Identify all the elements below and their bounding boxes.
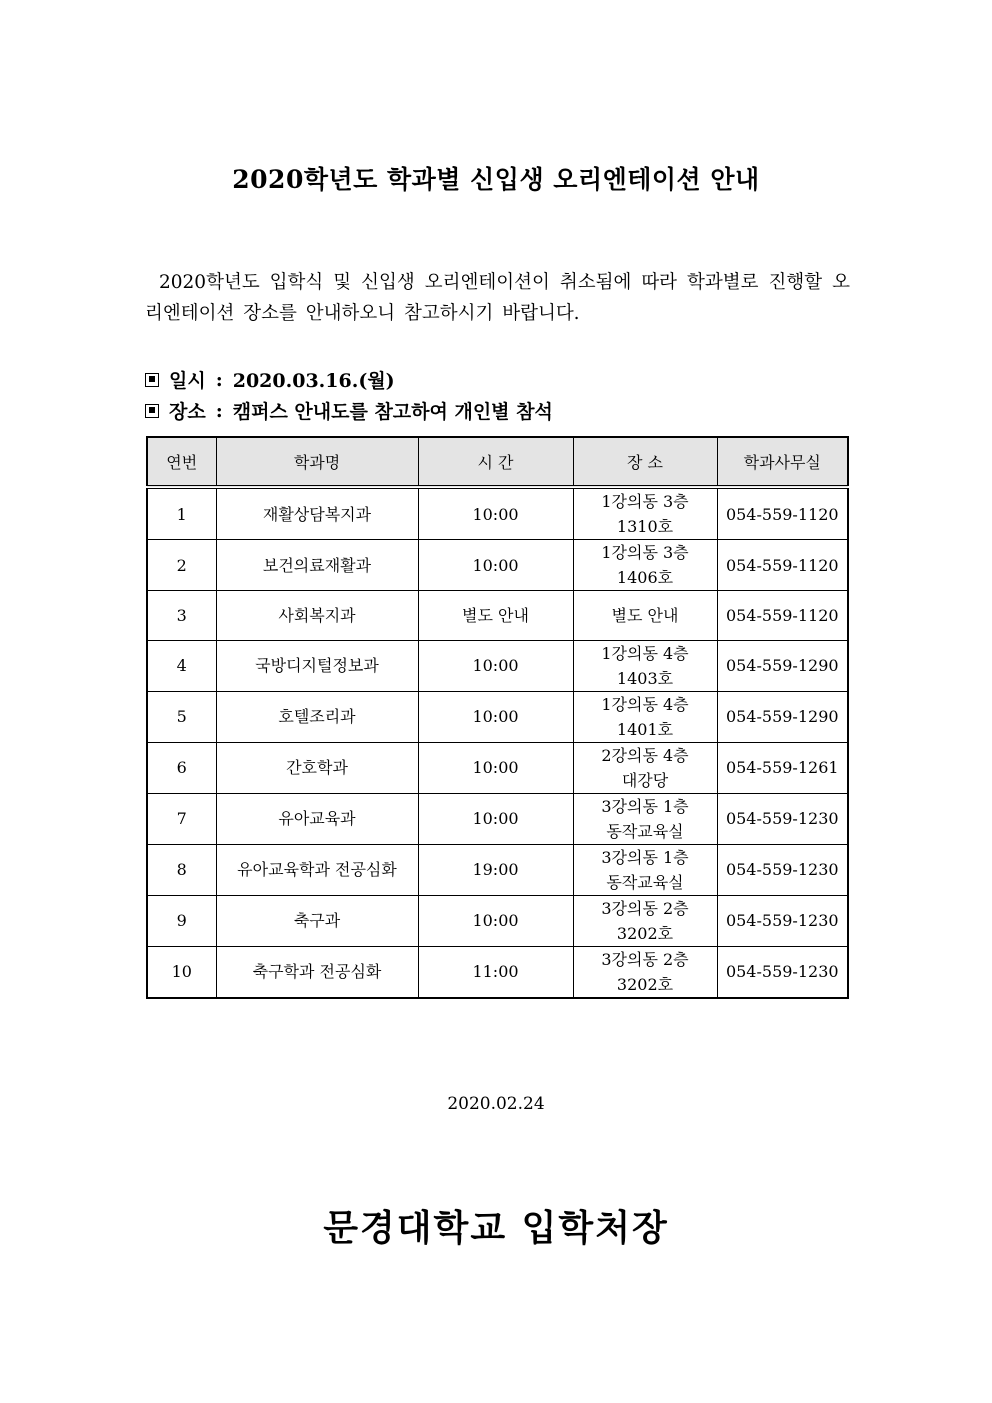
cell-time: 10:00 [418, 691, 573, 742]
cell-no: 8 [147, 844, 216, 895]
place-line-2: 3202호 [616, 974, 674, 994]
place-line-2: 대강당 [621, 770, 669, 790]
table-row [147, 742, 848, 793]
cell-dept: 축구학과 전공심화 [216, 946, 418, 998]
table-row [147, 844, 848, 895]
cell-dept: 축구과 [216, 895, 418, 946]
cell-time: 10:00 [418, 895, 573, 946]
cell-no: 5 [147, 691, 216, 742]
cell-place [573, 895, 717, 946]
cell-time: 10:00 [418, 742, 573, 793]
cell-dept: 사회복지과 [216, 591, 418, 641]
cell-no: 10 [147, 946, 216, 998]
cell-place [573, 540, 717, 591]
table-row [147, 540, 848, 591]
place-line-2: 동작교육실 [606, 872, 684, 892]
cell-place [573, 793, 717, 844]
table-row [147, 895, 848, 946]
table-header-row [147, 437, 848, 487]
cell-no: 3 [147, 591, 216, 641]
place-line-2: 1406호 [616, 568, 674, 587]
place-line-1: 1강의동 4층 [601, 694, 689, 714]
place-info [145, 397, 553, 424]
cell-phone: 054-559-1290 [717, 691, 848, 742]
place-colon: : [215, 399, 223, 422]
cell-dept: 재활상담복지과 [216, 487, 418, 540]
header-place: 장 소 [573, 437, 717, 487]
cell-place [573, 946, 717, 998]
place-line-1: 3강의동 2층 [601, 898, 689, 918]
cell-place [573, 591, 717, 641]
intro-paragraph: 2020학년도 입학식 및 신입생 오리엔테이션이 취소됨에 따라 학과별로 진행할 오리엔테이션 장소를 안내하오니 참고하시기 바랍니다. [145, 272, 850, 324]
cell-phone: 054-559-1290 [717, 640, 848, 691]
cell-phone: 054-559-1120 [717, 591, 848, 641]
cell-time: 10:00 [418, 540, 573, 591]
cell-phone: 054-559-1230 [717, 895, 848, 946]
place-line-1: 3강의동 2층 [601, 949, 689, 969]
cell-no: 6 [147, 742, 216, 793]
cell-dept: 국방디지털정보과 [216, 640, 418, 691]
header-no: 연번 [147, 437, 216, 487]
place-line-2: 동작교육실 [606, 821, 684, 841]
cell-place [573, 487, 717, 540]
place-line-1: 1강의동 3층 [601, 543, 689, 562]
place-value: 캠퍼스 안내도를 참고하여 개인별 참석 [232, 401, 553, 423]
cell-time: 별도 안내 [418, 591, 573, 641]
place-line-1: 3강의동 1층 [601, 847, 689, 867]
place-line-1: 1강의동 3층 [601, 492, 689, 511]
place-line-1: 별도 안내 [611, 605, 679, 625]
place-line-2: 1401호 [616, 719, 674, 739]
cell-place [573, 691, 717, 742]
cell-time: 10:00 [418, 640, 573, 691]
page-title: 2020학년도 학과별 신입생 오리엔테이션 안내 [232, 165, 760, 194]
cell-phone: 054-559-1230 [717, 793, 848, 844]
table-row [147, 793, 848, 844]
date-value: 2020.03.16.(월) [232, 370, 395, 392]
cell-dept: 유아교육학과 전공심화 [216, 844, 418, 895]
place-line-2: 1403호 [616, 668, 674, 688]
square-bullet-icon [145, 404, 159, 418]
cell-no: 7 [147, 793, 216, 844]
date-colon: : [215, 368, 223, 391]
cell-no: 4 [147, 640, 216, 691]
cell-place [573, 742, 717, 793]
issuer-name: 문경대학교 입학처장 [323, 1207, 669, 1249]
cell-no: 1 [147, 487, 216, 540]
place-line-1: 2강의동 4층 [601, 745, 689, 765]
cell-time: 10:00 [418, 487, 573, 540]
date-label: 일시 [169, 370, 206, 392]
cell-time: 10:00 [418, 793, 573, 844]
date-info [145, 366, 395, 393]
cell-dept: 유아교육과 [216, 793, 418, 844]
place-line-1: 1강의동 4층 [601, 643, 689, 663]
place-label: 장소 [169, 401, 206, 423]
square-bullet-icon [145, 373, 159, 387]
cell-no: 9 [147, 895, 216, 946]
cell-no: 2 [147, 540, 216, 591]
cell-time: 11:00 [418, 946, 573, 998]
table-row [147, 946, 848, 998]
table-row [147, 487, 848, 540]
place-line-2: 3202호 [616, 923, 674, 943]
table-row [147, 640, 848, 691]
header-time: 시 간 [418, 437, 573, 487]
header-dept: 학과명 [216, 437, 418, 487]
cell-phone: 054-559-1230 [717, 844, 848, 895]
cell-dept: 간호학과 [216, 742, 418, 793]
cell-phone: 054-559-1230 [717, 946, 848, 998]
table-row [147, 591, 848, 641]
issue-date: 2020.02.24 [447, 1094, 545, 1114]
cell-phone: 054-559-1120 [717, 540, 848, 591]
cell-place [573, 844, 717, 895]
cell-dept: 보건의료재활과 [216, 540, 418, 591]
header-phone: 학과사무실 [717, 437, 848, 487]
cell-dept: 호텔조리과 [216, 691, 418, 742]
table-row [147, 691, 848, 742]
schedule-table [146, 436, 849, 999]
cell-time: 19:00 [418, 844, 573, 895]
cell-phone: 054-559-1261 [717, 742, 848, 793]
cell-phone: 054-559-1120 [717, 487, 848, 540]
place-line-2: 1310호 [616, 517, 674, 536]
place-line-1: 3강의동 1층 [601, 796, 689, 816]
cell-place [573, 640, 717, 691]
